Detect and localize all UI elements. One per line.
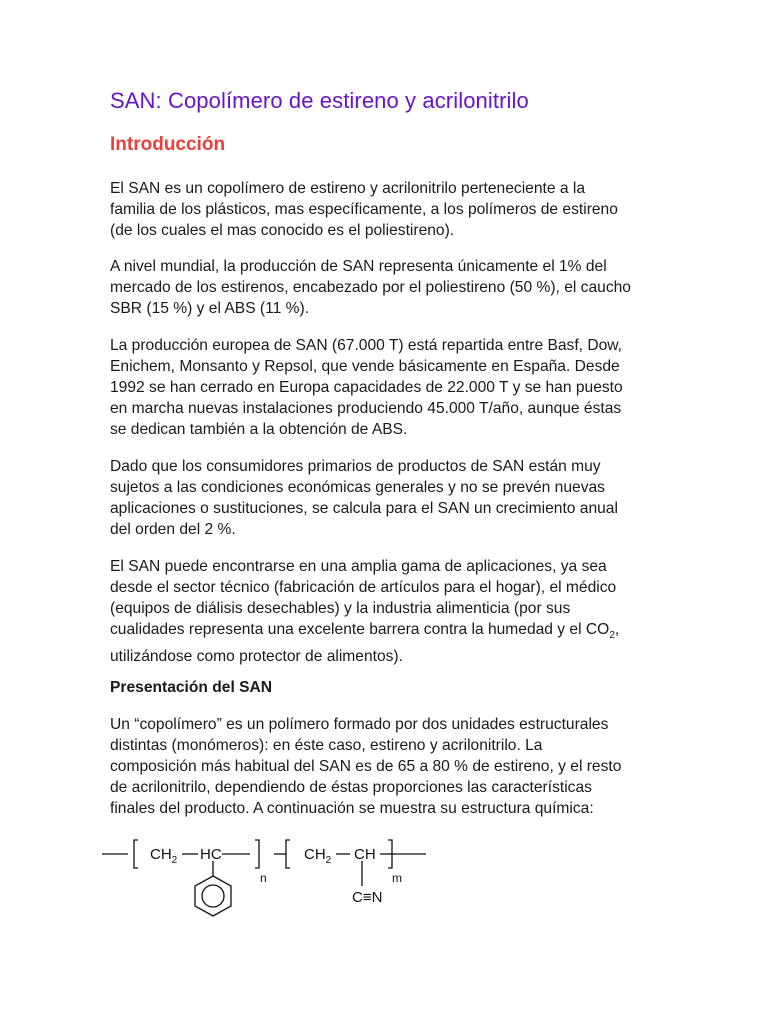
text-line: composición más habitual del SAN es de 65 a 80 % de estireno, y el resto	[110, 758, 622, 775]
text-line: SBR (15 %) y el ABS (11 %).	[110, 300, 310, 317]
text-line: en marcha nuevas instalaciones produciendo 45.000 T/año, aunque éstas	[110, 400, 622, 417]
text-line: (equipos de diálisis desechables) y la industria alimenticia (por sus	[110, 600, 571, 617]
introduction-heading: Introducción	[110, 134, 226, 155]
text-line: desde el sector técnico (fabricación de artículos para el hogar), el médico	[110, 579, 617, 596]
bracket-left-n	[134, 840, 138, 868]
text-line: utilizándose como protector de alimentos).	[110, 648, 403, 666]
formula-ch: CH	[354, 846, 376, 863]
co2-line-text: cualidades representa una excelente barrera contra la humedad y el CO	[110, 621, 610, 638]
bracket-right-n	[255, 840, 259, 868]
paragraph-consumers	[110, 456, 670, 540]
paragraph-european-production	[110, 335, 670, 440]
text-line: (de los cuales el mas conocido es el poliestireno).	[110, 222, 455, 239]
text-line: se dedican también a la obtención de ABS.	[110, 421, 408, 438]
text-line: Enichem, Monsanto y Repsol, que vende básicamente en España. Desde	[110, 358, 620, 375]
text-line: sujetos a las condiciones económicas generales y no se prevén nuevas	[110, 479, 605, 496]
section-heading-presentacion: Presentación del SAN	[110, 679, 273, 696]
text-line: del orden del 2 %.	[110, 521, 236, 538]
co2-suffix: ,	[614, 621, 620, 638]
text-line: familia de los plásticos, mas específicamente, a los polímeros de estireno	[110, 201, 618, 218]
text-line: El SAN puede encontrarse en una amplia gama de aplicaciones, ya sea	[110, 558, 607, 575]
text-line: aplicaciones o sustituciones, se calcula para el SAN un crecimiento anual	[110, 500, 618, 517]
paragraph-world-production	[110, 256, 670, 319]
formula-cn: C≡N	[352, 889, 383, 906]
page-title: SAN: Copolímero de estireno y acrilonitrilo	[110, 88, 529, 113]
paragraph-applications	[110, 556, 670, 667]
text-line: de acrilonitrilo, dependiendo de éstas proporciones las características	[110, 779, 592, 796]
co2-subscript: 2	[609, 630, 615, 642]
text-line: distintas (monómeros): en éste caso, estireno y acrilonitrilo. La	[110, 737, 543, 754]
formula-hc: HC	[200, 846, 222, 863]
text-line: Dado que los consumidores primarios de productos de SAN están muy	[110, 458, 601, 475]
text-line: finales del producto. A continuación se muestra su estructura química:	[110, 800, 594, 817]
benzene-ring-circle	[202, 885, 224, 907]
formula-n: n	[260, 871, 267, 885]
text-line: Un “copolímero” es un polímero formado por dos unidades estructurales	[110, 716, 609, 733]
formula-m: m	[392, 871, 402, 885]
text-line: 1992 se han cerrado en Europa capacidades de 22.000 T y se han puesto	[110, 379, 623, 396]
paragraph-copolymer	[110, 714, 670, 819]
paragraph-intro	[110, 178, 670, 241]
text-line: mercado de los estirenos, encabezado por el poliestireno (50 %), el caucho	[110, 279, 631, 296]
formula-ch2-b: $CH_2$	[304, 846, 332, 866]
text-line: La producción europea de SAN (67.000 T) está repartida entre Basf, Dow,	[110, 337, 623, 354]
text-line: A nivel mundial, la producción de SAN representa únicamente el 1% del	[110, 258, 607, 275]
bracket-left-m	[286, 840, 290, 868]
chemical-structure-diagram	[100, 828, 440, 938]
benzene-ring	[195, 876, 231, 916]
text-line	[110, 619, 670, 646]
formula-ch2-a: $CH_2$	[150, 846, 178, 866]
text-line: El SAN es un copolímero de estireno y acrilonitrilo perteneciente a la	[110, 180, 585, 197]
